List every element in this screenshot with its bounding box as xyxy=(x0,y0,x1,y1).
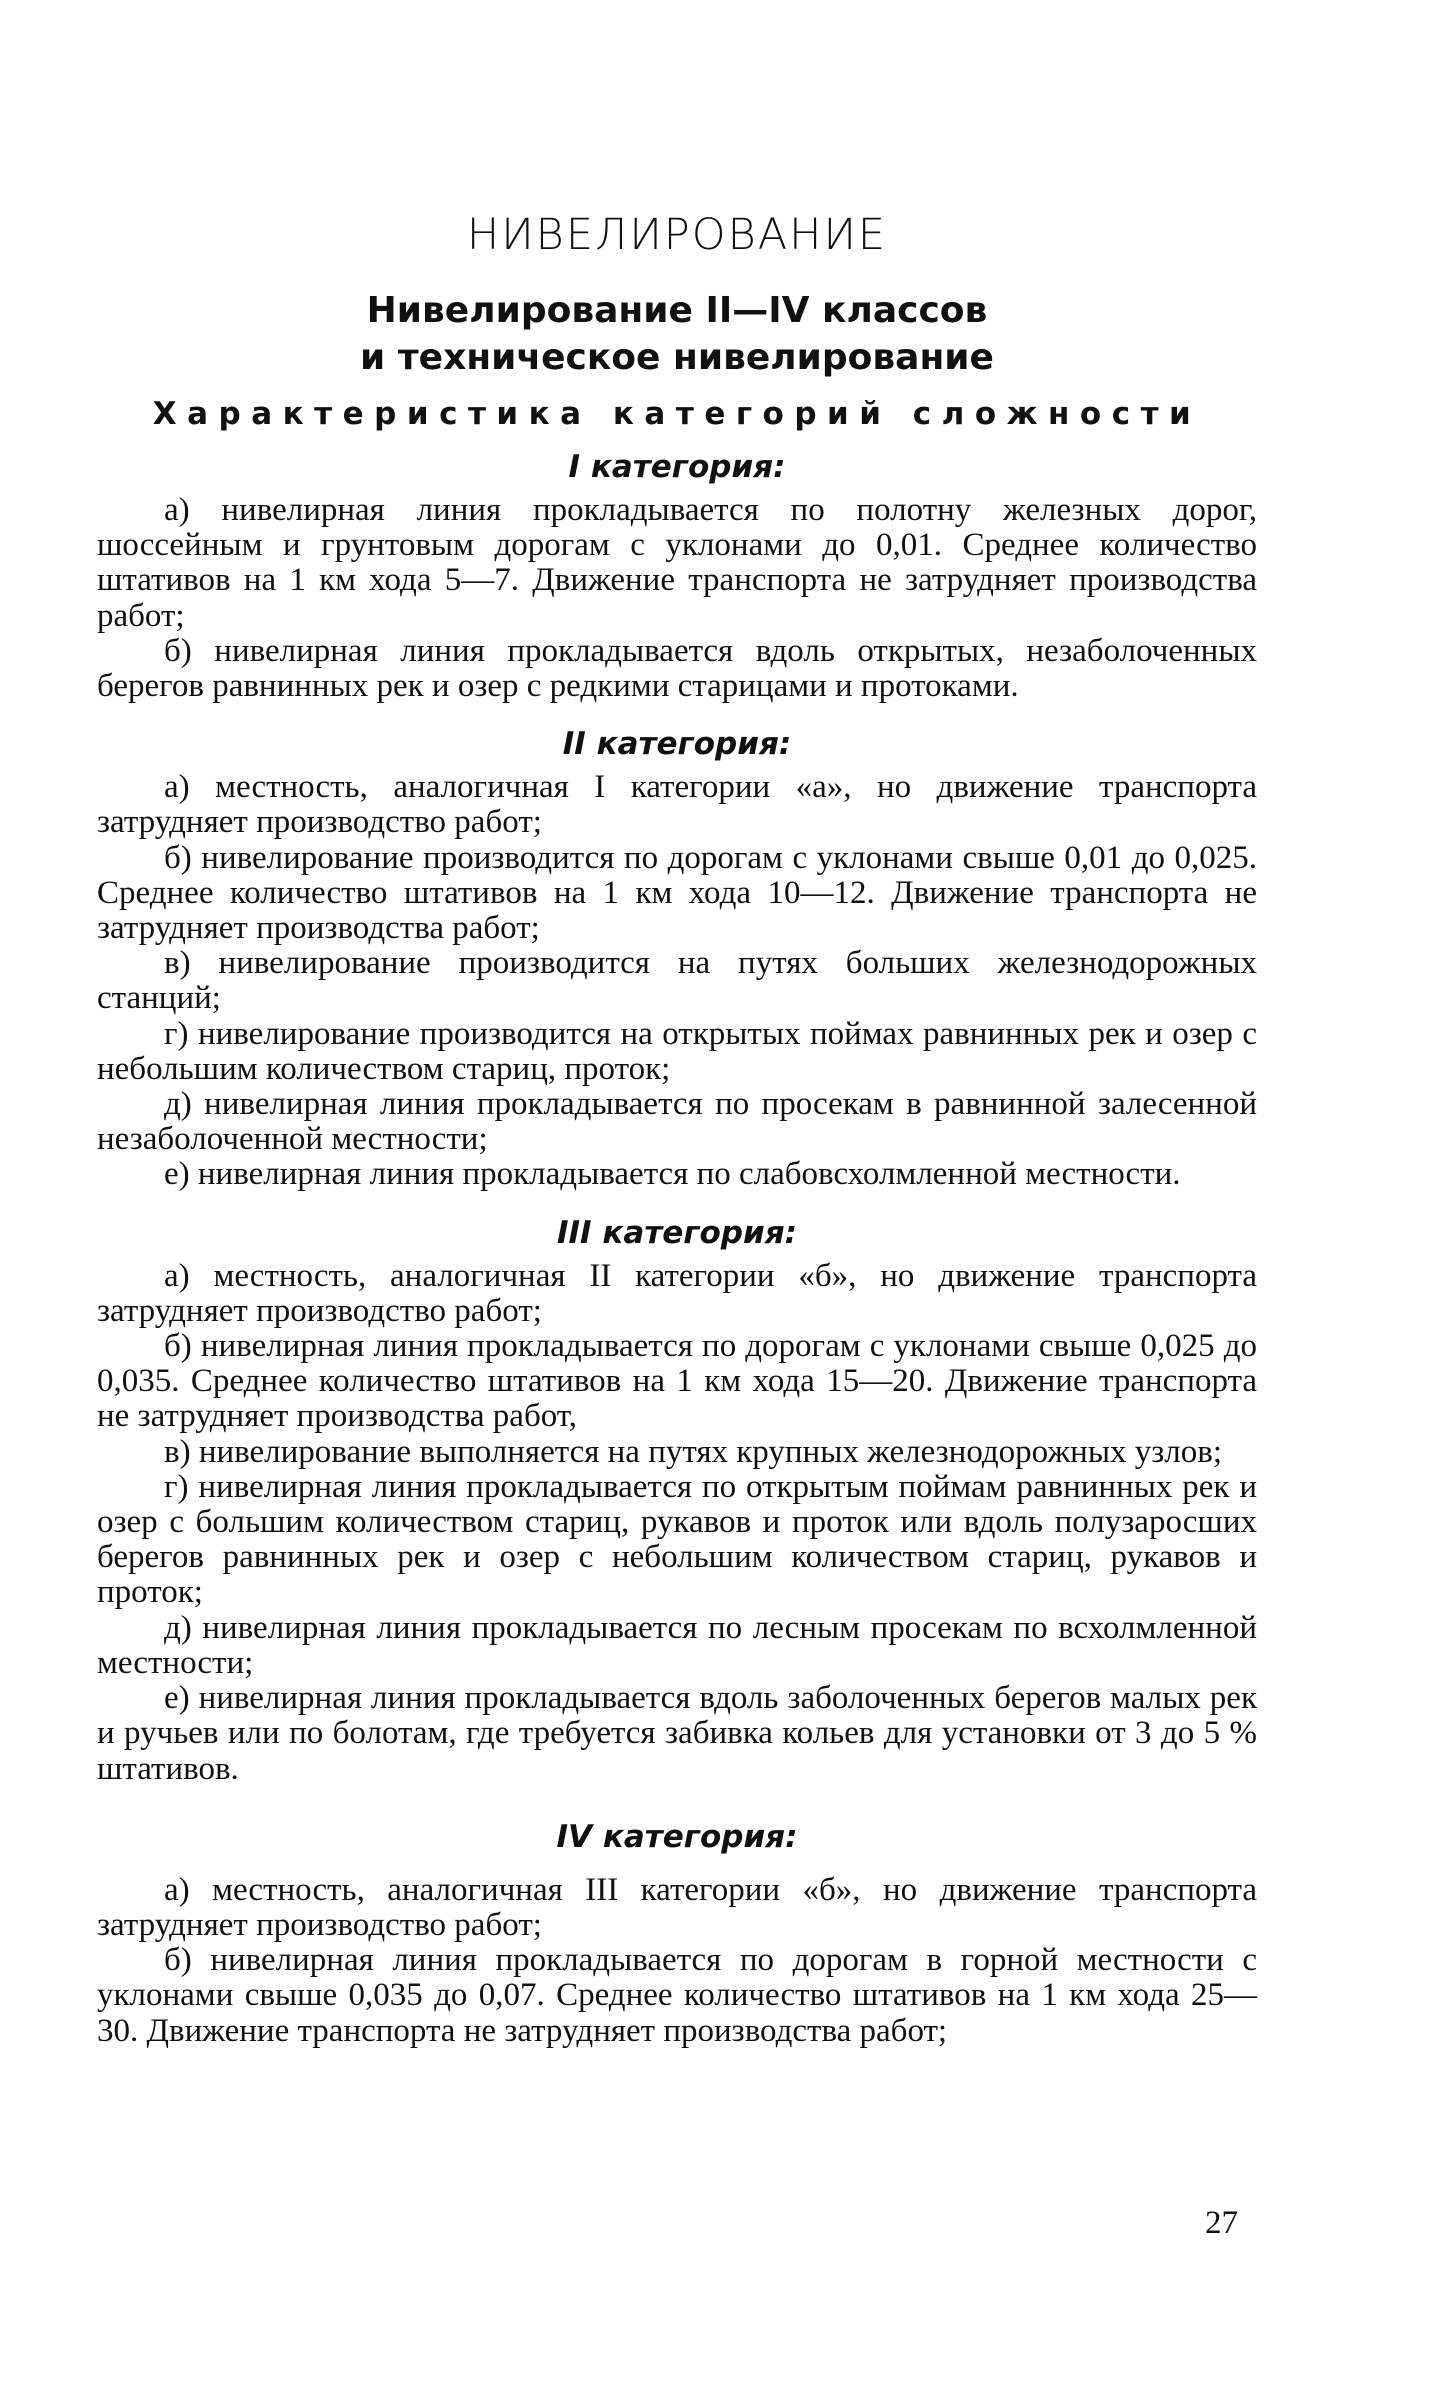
sub-title-line-1: Нивелирование II—IV классов xyxy=(366,290,988,331)
category-1-heading: I категория: xyxy=(568,449,786,485)
category-1-item-a: а) нивелирная линия прокладывается по полотну железных дорог, шоссейным и грунтовым дорогам с уклонами до 0,01. Среднее количество штативов на 1 км хода 5—7. Движение транспорта не затрудняет производства работ; xyxy=(97,492,1257,634)
category-2-item-b: б) нивелирование производится по дорогам с уклонами свыше 0,01 до 0,025. Среднее количество штативов на 1 км хода 10—12. Движение транспорта не затрудняет производства работ; xyxy=(97,839,1257,947)
category-2-heading: II категория: xyxy=(562,726,792,763)
sub-title-line-2: и техническое нивелирование xyxy=(360,337,994,378)
complexity-heading: Характеристика категорий сложности xyxy=(152,396,1202,432)
category-3-item-b: б) нивелирная линия прокладывается по дорогам с уклонами свыше 0,025 до 0,035. Среднее количество штативов на 1 км хода 15—20. Движение транспорта не затрудняет производства работ, xyxy=(97,1328,1257,1435)
category-4-item-b: б) нивелирная линия прокладывается по дорогам в горной местности с уклонами свыше 0,035 до 0,07. Среднее количество штативов на 1 км хода 25—30. Движение транспорта не затрудняет производства работ; xyxy=(97,1942,1257,2049)
category-3-item-a: а) местность, аналогичная II категории «б», но движение транспорта затрудняет производство работ; xyxy=(97,1257,1257,1329)
category-1-item-b: б) нивелирная линия прокладывается вдоль открытых, незаболоченных берегов равнинных рек и озер с редкими старицами и протоками. xyxy=(97,632,1257,705)
category-2-item-f: е) нивелирная линия прокладывается по слабовсхолмленной местности. xyxy=(164,1156,1181,1193)
document-page xyxy=(97,195,1257,2049)
sub-title xyxy=(97,287,1257,381)
category-3-item-e: д) нивелирная линия прокладывается по лесным просекам по всхолмленной местности; xyxy=(97,1609,1257,1681)
section-title: НИВЕЛИРОВАНИЕ xyxy=(466,210,888,260)
category-3-heading: III категория: xyxy=(556,1214,798,1251)
category-2-item-e: д) нивелирная линия прокладывается по просекам в равнинной залесенной незаболоченной местности; xyxy=(97,1086,1257,1158)
category-3-item-c: в) нивелирование выполняется на путях крупных железнодорожных узлов; xyxy=(164,1433,1222,1470)
category-2-item-d: г) нивелирование производится на открытых поймах равнинных рек и озер с небольшим количеством стариц, проток; xyxy=(97,1015,1257,1087)
category-3-item-d: г) нивелирная линия прокладывается по открытым поймам равнинных рек и озер с большим количеством стариц, рукавов и проток или вдоль полузаросших берегов равнинных рек и озер с небольшим количеством стариц, рукавов и проток; xyxy=(97,1468,1257,1611)
category-3-item-f: е) нивелирная линия прокладывается вдоль заболоченных берегов малых рек и ручьев или по болотам, где требуется забивка кольев для установки от 3 до 5 % штативов. xyxy=(97,1680,1257,1787)
category-4-item-a: а) местность, аналогичная III категории «б», но движение транспорта затрудняет производство работ; xyxy=(97,1871,1257,1943)
category-4-heading: IV категория: xyxy=(556,1818,798,1855)
category-2-item-a: а) местность, аналогичная I категории «а», но движение транспорта затрудняет производство работ; xyxy=(97,769,1257,841)
category-2-item-c: в) нивелирование производится на путях больших железнодорожных станций; xyxy=(97,945,1257,1017)
page-number: 27 xyxy=(1205,2205,1238,2241)
